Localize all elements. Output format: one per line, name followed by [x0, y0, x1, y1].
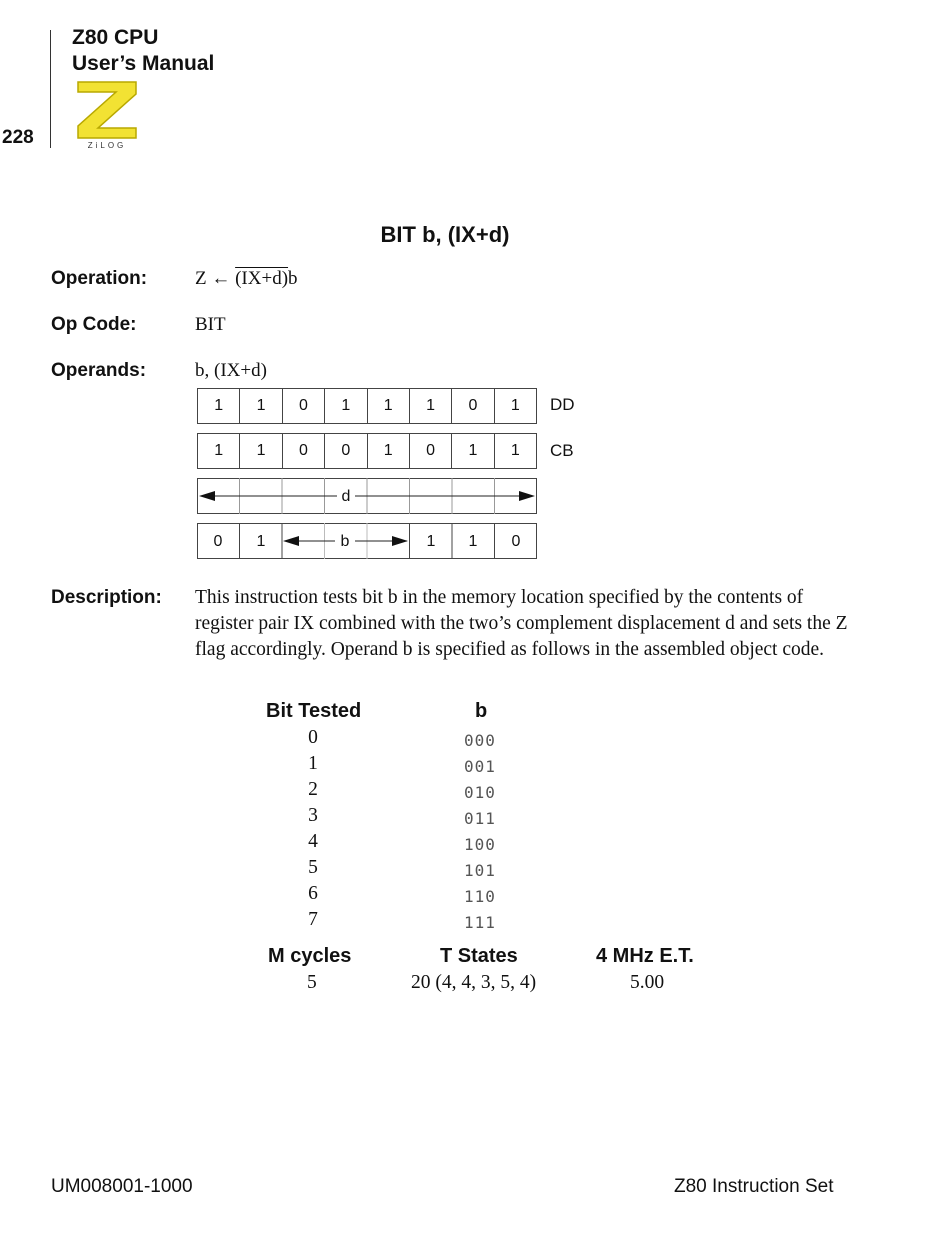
operation-overline: (IX+d)	[235, 268, 289, 289]
operands-value: b, (IX+d)	[195, 360, 267, 381]
right-arrow-icon	[392, 536, 408, 546]
bit-cell: 0	[511, 533, 521, 550]
bit-cell: 1	[198, 389, 240, 423]
zilog-logo	[74, 78, 140, 150]
bit-cell: 0	[283, 434, 325, 468]
document-title	[72, 25, 214, 77]
bit-number: 1	[308, 753, 318, 774]
bit-cell: 1	[510, 442, 520, 459]
left-arrow-icon	[283, 536, 299, 546]
bit-number: 4	[308, 831, 318, 852]
bit-cell: 1	[410, 389, 452, 423]
operation-suffix: b	[288, 268, 298, 289]
header-rule	[50, 30, 51, 148]
bit-table-header-b: b	[475, 700, 488, 722]
displacement-label: d	[341, 488, 351, 505]
bit-code: 110	[464, 887, 496, 906]
bit-cell: 0	[283, 389, 325, 423]
bit-code: 011	[464, 809, 496, 828]
bit-cell: 0	[452, 389, 494, 423]
bit-cell: 1	[240, 389, 282, 423]
timing-header-et: 4 MHz E.T.	[596, 945, 694, 967]
bit-table-header-bit-tested: Bit Tested	[266, 700, 362, 722]
instruction-title: BIT b, (IX+d)	[380, 222, 510, 247]
left-arrow-icon	[199, 491, 215, 501]
footer-section-title: Z80 Instruction Set	[674, 1176, 834, 1197]
bit-code: 010	[464, 783, 496, 802]
bit-number: 0	[308, 727, 318, 748]
bit-code: 000	[464, 731, 496, 750]
operands-label: Operands:	[51, 360, 147, 381]
bit-field-label: b	[340, 533, 350, 550]
opcode-label: Op Code:	[51, 314, 137, 335]
opcode-row-dd	[197, 388, 537, 424]
timing-m-cycles: 5	[307, 972, 317, 993]
bit-cell: 0	[410, 434, 452, 468]
bit-cell: 1	[325, 389, 367, 423]
timing-t-states: 20 (4, 4, 3, 5, 4)	[411, 972, 537, 993]
timing-header-t-states: T States	[440, 945, 518, 967]
bit-number: 5	[308, 857, 318, 878]
bit-cell: 1	[198, 434, 240, 468]
operation-label: Operation:	[51, 268, 148, 289]
displacement-row	[197, 478, 537, 514]
bit-code: 001	[464, 757, 496, 776]
opcode-row-cb	[197, 433, 537, 469]
operation-value	[195, 268, 298, 290]
bit-cell: 1	[452, 434, 494, 468]
bit-code: 101	[464, 861, 496, 880]
bit-cell: 0	[325, 434, 367, 468]
bit-cell: 1	[368, 389, 410, 423]
bit-code: 100	[464, 835, 496, 854]
bit-cell: 1	[510, 397, 520, 414]
right-arrow-icon	[519, 491, 535, 501]
timing-header-m-cycles: M cycles	[268, 945, 352, 967]
description-text: This instruction tests bit b in the memory location specified by the contents of register pair IX combined with the two’s complement displacement d and sets the Z flag accordingly. Operand b is specified as follows in the assembled object code.	[195, 587, 848, 660]
bit-field-row	[197, 523, 537, 559]
bit-cell: 1	[426, 533, 436, 550]
bit-cell: 1	[256, 533, 266, 550]
opcode-hex-dd: DD	[550, 395, 575, 414]
bit-cell: 1	[368, 434, 410, 468]
footer-document-id: UM008001-1000	[51, 1176, 193, 1197]
document-title-line1: Z80 CPU	[72, 26, 159, 49]
opcode-value: BIT	[195, 314, 226, 335]
document-title-line2: User’s Manual	[72, 52, 215, 75]
bit-cell: 1	[468, 533, 478, 550]
bit-number: 3	[308, 805, 318, 826]
operation-prefix: Z ←	[195, 268, 236, 289]
bit-code: 111	[464, 913, 496, 932]
timing-et: 5.00	[630, 972, 665, 993]
logo-text: ZiLOG	[87, 141, 127, 150]
page-number: 228	[2, 127, 34, 148]
description-label: Description:	[51, 587, 162, 608]
bit-number: 2	[308, 779, 318, 800]
bit-number: 7	[308, 909, 318, 930]
bit-cell: 0	[213, 533, 223, 550]
bit-cell: 1	[240, 434, 282, 468]
bit-number: 6	[308, 883, 318, 904]
opcode-hex-cb: CB	[550, 441, 574, 460]
